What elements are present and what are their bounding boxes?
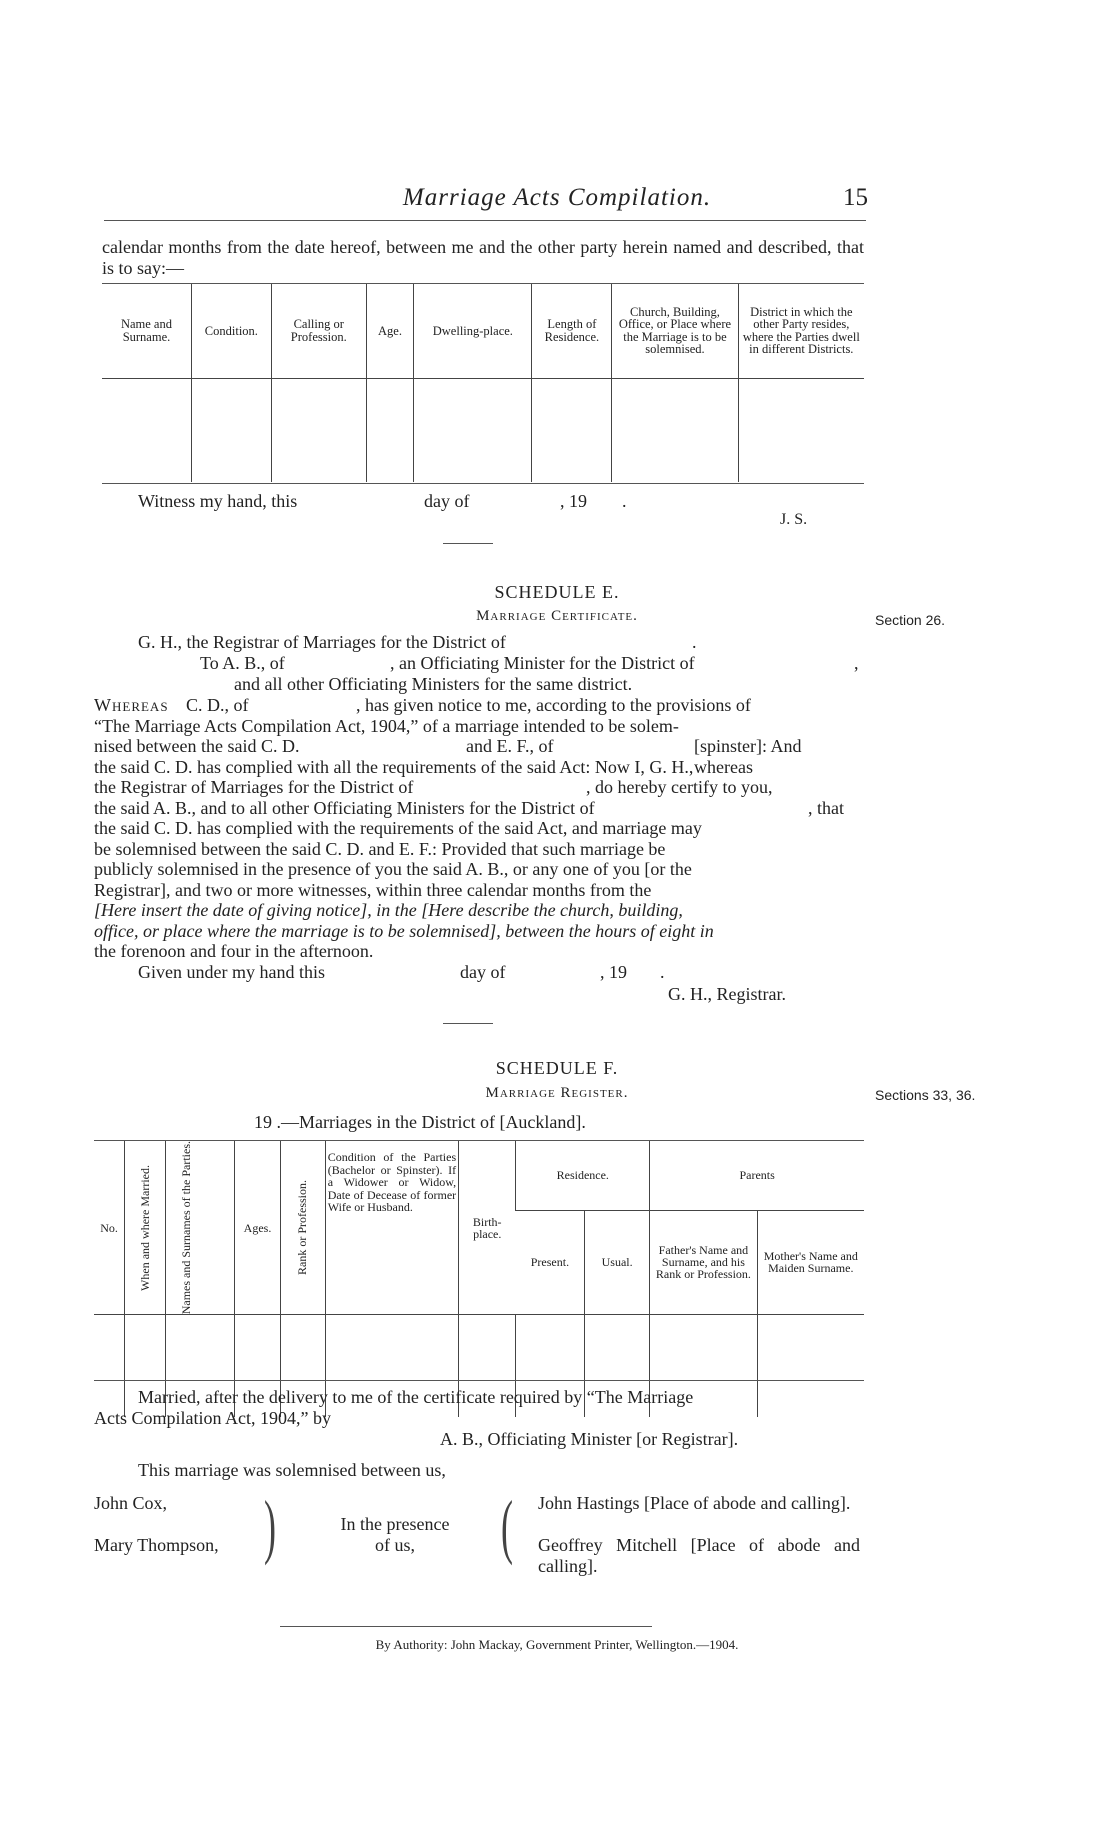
cert-text: , do hereby certify to you,: [586, 777, 773, 797]
cert-text: nised between the said C. D.: [94, 736, 300, 756]
table1-cell: [191, 378, 271, 482]
cert-line-minister-end: ,: [854, 653, 859, 673]
divider: [443, 1023, 493, 1024]
witness-2: [538, 1535, 860, 1577]
col-district: District in which the other Party resides, where the Parties dwell in different Districts.: [738, 284, 864, 378]
col-residence: Residence.: [516, 1141, 650, 1210]
witness-1-text: John Hastings [Place of abode and calling].: [538, 1493, 851, 1513]
printer-imprint: By Authority: John Mackay, Government Printer, Wellington.—1904.: [375, 1637, 739, 1652]
footer-rule: [280, 1626, 652, 1627]
cert-text: the said C. D. has complied with all the requirements of the said Act: Now I, G. H.,: [94, 756, 694, 777]
schedule-f-section-note: Sections 33, 36.: [875, 1087, 976, 1103]
register-cell: [94, 1315, 125, 1417]
cert-text: , has given notice to me, according to the provisions of: [356, 695, 751, 715]
given-year: , 19: [600, 962, 627, 982]
col-length-residence: Length of Residence.: [532, 284, 612, 378]
col-calling: Calling or Profession.: [271, 284, 366, 378]
col-condition: Condition of the Parties (Bachelor or Spinster). If a Widower or Widow, Date of Decease of former Wife or Husband.: [325, 1141, 458, 1315]
witness-day-of: day of: [424, 491, 470, 511]
table1-cell: [612, 378, 738, 482]
cert-line-registrar-end: .: [692, 632, 697, 652]
col-name-surname: Name and Surname.: [120, 317, 172, 344]
registrar-signature: G. H., Registrar.: [668, 984, 786, 1004]
table1-bottom-rule: [102, 483, 864, 484]
witness-label: Witness my hand, this: [138, 491, 298, 511]
col-parents: Parents: [650, 1141, 864, 1210]
cert-text: the said A. B., and to all other Officiating Ministers for the District of: [94, 797, 595, 818]
presence-line-1: In the presence: [340, 1514, 450, 1534]
cert-text: be solemnised between the said C. D. and E. F.: Provided that such marriage be: [94, 838, 666, 859]
cert-text: [spinster]: And whereas: [694, 736, 802, 777]
col-present: Present.: [530, 1255, 570, 1270]
col-names-label: Names and Surnames of the Parties.: [179, 1141, 194, 1315]
col-birthplace: Birth-place.: [459, 1141, 516, 1315]
col-names: [166, 1141, 235, 1315]
col-no: No.: [100, 1220, 118, 1235]
col-usual: Usual.: [585, 1210, 650, 1315]
whereas-word: Whereas: [94, 695, 169, 715]
col-church: Church, Building, Office, or Place where the Marriage is to be solemnised.: [612, 284, 738, 378]
notice-table: [102, 284, 864, 482]
register-table: [94, 1141, 864, 1417]
cert-text: , that: [808, 797, 844, 818]
schedule-e-section-note: Section 26.: [875, 612, 946, 628]
col-when-where: [125, 1141, 166, 1315]
col-dwelling: Dwelling-place.: [414, 284, 532, 378]
brace-left: (: [500, 1486, 513, 1566]
cert-text: office, or place where the marriage is to be solemnised], between the hours of eight in: [94, 920, 714, 941]
witness-1: [538, 1493, 860, 1514]
col-rank: [280, 1141, 325, 1315]
witness-period: .: [622, 491, 627, 511]
header-rule: [104, 220, 866, 221]
cert-text: Registrar], and two or more witnesses, within three calendar months from the: [94, 879, 652, 900]
cert-line-registrar: G. H., the Registrar of Marriages for the District of: [138, 632, 506, 652]
schedule-e-title: SCHEDULE E.: [494, 582, 620, 602]
cert-text: C. D., of: [186, 695, 249, 715]
given-period: .: [660, 962, 665, 982]
district-line: 19 .—Marriages in the District of [Auckland].: [254, 1112, 586, 1132]
cert-line-minister: , an Officiating Minister for the District of: [390, 653, 695, 673]
col-ages: Ages.: [235, 1141, 280, 1315]
solemnised-line: This marriage was solemnised between us,: [138, 1460, 446, 1480]
col-condition: Condition.: [191, 284, 271, 378]
witness-year: , 19: [560, 491, 587, 511]
table1-cell: [532, 378, 612, 482]
divider: [443, 543, 493, 544]
col-when-where-label: When and where Married.: [137, 1164, 152, 1291]
cert-text: the said C. D. has complied with the requirements of the said Act, and marriage may: [94, 818, 702, 838]
schedule-f-subtitle: Marriage Register.: [485, 1085, 629, 1101]
cert-text: the Registrar of Marriages for the District of: [94, 777, 414, 797]
minister-line: A. B., Officiating Minister [or Registrar].: [440, 1429, 739, 1449]
top-paragraph: calendar months from the date hereof, between me and the other party herein named and described, that is to say:—: [102, 237, 864, 278]
witness-signature: J. S.: [780, 511, 808, 528]
cert-line-all-ministers: and all other Officiating Ministers for the same district.: [234, 674, 633, 694]
married-line-2: Acts Compilation Act, 1904,” by: [94, 1408, 331, 1428]
cert-text: and E. F., of: [466, 736, 554, 756]
schedule-e-subtitle: Marriage Certificate.: [476, 608, 638, 624]
party-2: Mary Thompson,: [94, 1535, 219, 1555]
given-day-of: day of: [460, 962, 506, 982]
witness-2-text: Geoffrey Mitchell [Place of abode and calling].: [538, 1535, 860, 1576]
cert-text: “The Marriage Acts Compilation Act, 1904,” of a marriage intended to be solem-: [94, 715, 679, 736]
running-title: Marriage Acts Compilation.: [402, 184, 712, 211]
col-father: Father's Name and Surname, and his Rank or Profession.: [650, 1210, 757, 1315]
table1-cell: [102, 378, 191, 482]
cert-text: publicly solemnised in the presence of you the said A. B., or any one of you [or the: [94, 859, 692, 879]
cert-line-to: To A. B., of: [200, 653, 285, 673]
col-mother: Mother's Name and Maiden Surname.: [757, 1210, 864, 1315]
cert-body: [94, 695, 864, 962]
cert-text: [Here insert the date of giving notice], in the [Here describe the church, building,: [94, 900, 683, 920]
given-label: Given under my hand this: [138, 962, 325, 982]
cert-text: the forenoon and four in the afternoon.: [94, 941, 374, 961]
presence-line-2: of us,: [375, 1535, 415, 1555]
register-bottom-rule: [94, 1380, 864, 1381]
table1-cell: [366, 378, 413, 482]
party-1: John Cox,: [94, 1493, 168, 1513]
schedule-f-title: SCHEDULE F.: [495, 1058, 619, 1078]
page-number: 15: [843, 184, 868, 211]
table1-cell: [414, 378, 532, 482]
col-rank-label: Rank or Profession.: [295, 1180, 310, 1276]
table1-cell: [738, 378, 864, 482]
married-line-1: Married, after the delivery to me of the certificate required by “The Marriage: [138, 1387, 694, 1407]
table1-cell: [271, 378, 366, 482]
brace-right: ): [263, 1486, 276, 1566]
col-age: Age.: [366, 284, 413, 378]
